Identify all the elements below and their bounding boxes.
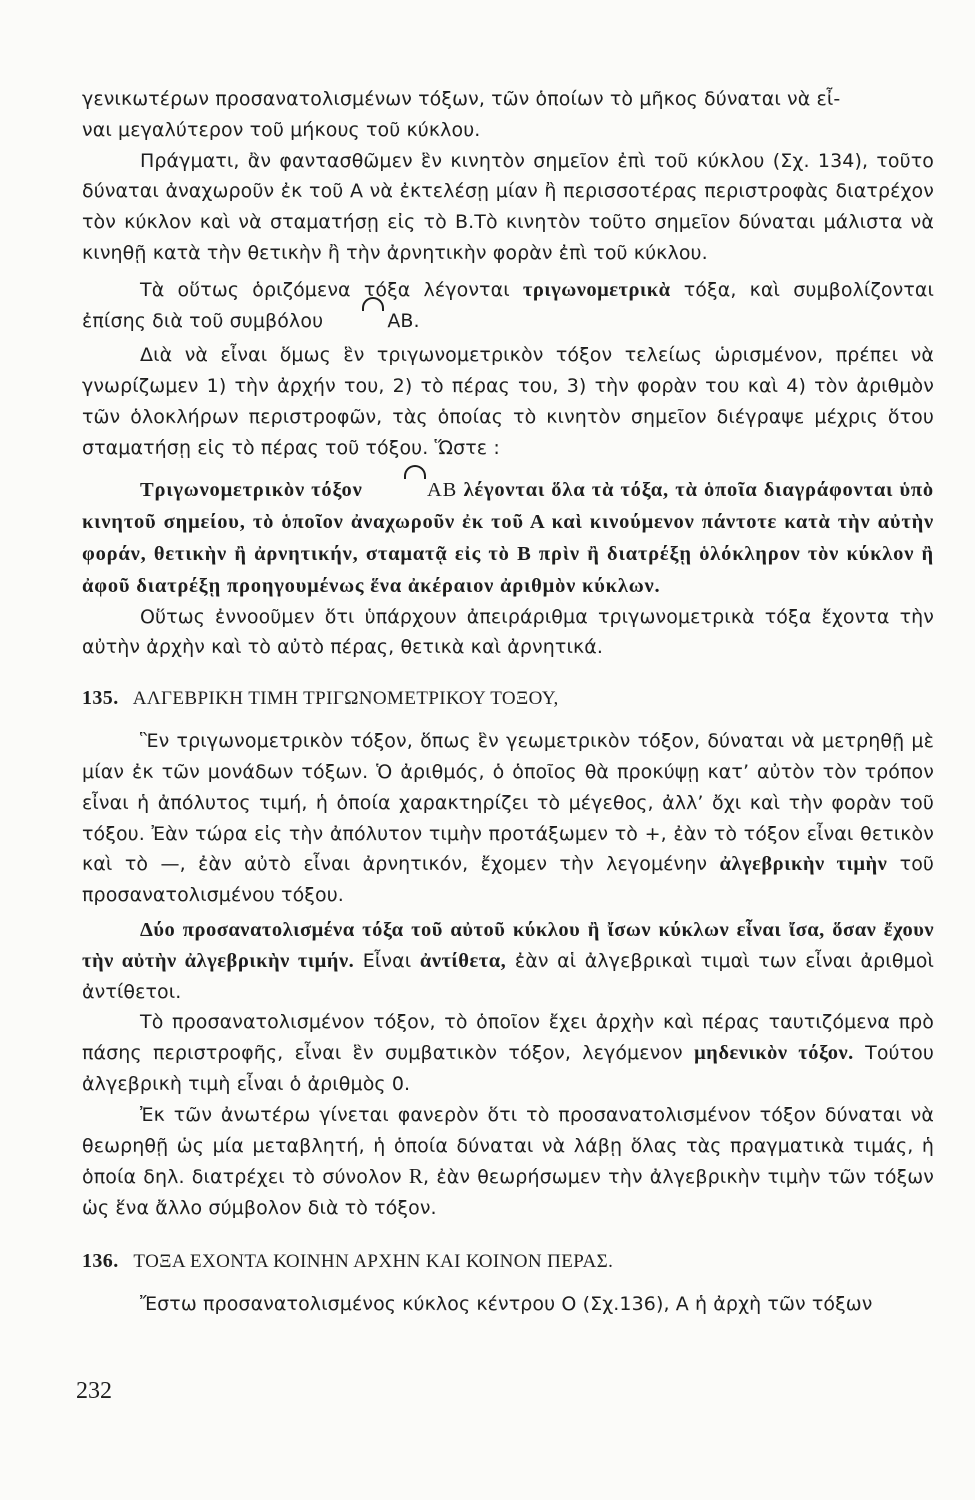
bold-term: μηδενικὸν τόξον. bbox=[694, 1042, 854, 1065]
paragraph: Πράγματι, ἂν φαντασθῶμεν ἓν κινητὸν σημεῖον ἐπὶ τοῦ κύκλου (Σχ. 134), τοῦτο δύναται ἀναχωροῦν ἐκ τοῦ Α νὰ ἐκτελέσῃ μίαν ἢ περισσοτέρας περιστροφὰς διατρέχον τὸν κύκλον καὶ νὰ σταματήσῃ εἰς τὸ Β.Τὸ κινητὸν τοῦτο σημεῖον δύναται μάλιστα νὰ κινηθῇ κατὰ τὴν θετικὴν ἢ τὴν ἀρνητικὴν φορὰν ἐπὶ τοῦ κύκλου. bbox=[82, 149, 934, 264]
section-number: 135. bbox=[82, 687, 119, 710]
definition-paragraph: Τριγωνομετρικὸν τόξον ΑΒ λέγονται ὅλα τὰ τόξα, τὰ ὁποῖα διαγράφονται ὑπὸ κινητοῦ σημείου, τὸ ὁποῖον ἀναχωροῦν ἐκ τοῦ Α καὶ κινούμενον πάντοτε κατὰ τὴν αὐτὴν φοράν, θετικὴν ἢ ἀρνητικήν, σταματᾷ εἰς τὸ Β πρὶν ἢ διατρέξῃ ὁλόκληρον τὸν κύκλον ἢ ἀφοῦ διατρέξῃ προηγουμένως ἕνα ἀκέραιον ἀριθμὸν κύκλων. bbox=[82, 474, 934, 602]
paragraph-equal-arcs: Δύο προσανατολισμένα τόξα τοῦ αὐτοῦ κύκλου ἢ ἴσων κύκλων εἶναι ἴσα, ὅσαν ἔχουν τὴν αὐτὴν ἀλγεβρικὴν τιμήν. Εἶναι ἀντίθετα, ἐὰν αἱ ἀλγεβρικαὶ τιμαὶ των εἶναι ἀριθμοὶ ἀντίθετοι. bbox=[82, 918, 935, 1003]
paragraph: Διὰ νὰ εἶναι ὅμως ἓν τριγωνομετρικὸν τόξον τελείως ὡρισμένον, πρέπει νὰ γνωρίζωμεν 1) τὴν ἀρχήν του, 2) τὸ πέρας του, 3) τὴν φορὰν του καὶ 4) τὸν ἀριθμὸν τῶν ὁλοκλήρων περιστροφῶν, τὰς ὁποίας τὸ κινητὸν σημεῖον διέγραψε μέχρις ὅτου σταματήσῃ εἰς τὸ πέρας τοῦ τόξου. Ὥστε : bbox=[82, 344, 934, 459]
section-title: ΑΛΓΕΒΡΙΚΗ ΤΙΜΗ ΤΡΙΓΩΝΟΜΕΤΡΙΚΟΥ ΤΟΞΟΥ, bbox=[132, 688, 559, 710]
paragraph-algebraic-value: Ἓν τριγωνομετρικὸν τόξον, ὅπως ἓν γεωμετρικὸν τόξον, δύναται νὰ μετρηθῇ μὲ μίαν ἐκ τῶν μονάδων τόξων. Ὁ ἀριθμός, ὁ ὁποῖος θὰ προκύψῃ κατ’ αὐτὸν τὸν τρόπον εἶναι ἡ ἀπόλυτος τιμή, ἡ ὁποία χαρακτηρίζει τὸ μέγεθος, ἀλλ’ ὄχι καὶ τὴν φορὰν τοῦ τόξου. Ἐὰν τώρα εἰς τὴν ἀπόλυτον τιμὴν προτάξωμεν τὸ +, ἐὰν τὸ τόξον εἶναι θετικὸν καὶ τὸ —, ἐὰν αὐτὸ εἶναι ἀρνητικόν, ἔχομεν τὴν λεγομένην ἀλγεβρικὴν τιμὴν τοῦ προσανατολισμένου τόξου. bbox=[82, 730, 935, 907]
text-line: ναι μεγαλύτερον τοῦ μήκους τοῦ κύκλου. bbox=[82, 118, 481, 141]
section-heading-135 bbox=[82, 687, 934, 710]
bold-term: ἀντίθετα, bbox=[419, 949, 507, 972]
bold-term: ἀλγεβρικὴν τιμὴν bbox=[719, 853, 888, 876]
paragraph: Ἔστω προσανατολισμένος κύκλος κέντρου Ο (Σχ.136), Α ἡ ἀρχὴ τῶν τόξων bbox=[140, 1292, 873, 1315]
section-heading-136 bbox=[82, 1250, 934, 1273]
paragraph: Οὕτως ἐννοοῦμεν ὅτι ὑπάρχουν ἀπειράριθμα τριγωνομετρικὰ τόξα ἔχοντα τὴν αὐτὴν ἀρχὴν καὶ τὸ αὐτὸ πέρας, θετικὰ καὶ ἀρνητικά. bbox=[82, 605, 934, 659]
page-number: 232 bbox=[76, 1378, 112, 1404]
bold-term: τριγωνομετρικὰ bbox=[522, 278, 671, 301]
section-title: ΤΟΞΑ ΕΧΟΝΤΑ ΚΟΙΝΗΝ ΑΡΧΗΝ ΚΑΙ ΚΟΙΝΟΝ ΠΕΡΑΣ. bbox=[133, 1250, 614, 1272]
paragraph-variable: Ἐκ τῶν ἀνωτέρω γίνεται φανερὸν ὅτι τὸ προσανατολισμένον τόξον δύναται νὰ θεωρηθῇ ὡς μία μεταβλητή, ἡ ὁποία δύναται νὰ λάβῃ ὅλας τὰς πραγματικὰ τιμάς, ἡ ὁποία δηλ. διατρέχει τὸ σύνολον R, ἐὰν θεωρήσωμεν τὴν ἀλγεβρικὴν τιμὴν τῶν τόξων ὡς ἕνα ἄλλο σύμβολον διὰ τὸ τόξον. bbox=[82, 1103, 934, 1220]
page-body bbox=[82, 84, 934, 1320]
arc-symbol: ΑΒ bbox=[329, 306, 413, 337]
text-line: γενικωτέρων προσανατολισμένων τόξων, τῶν ὁποίων τὸ μῆκος δύναται νὰ εἶ- bbox=[82, 88, 841, 110]
paragraph-zero-arc: Τὸ προσανατολισμένον τόξον, τὸ ὁποῖον ἔχει ἀρχὴν καὶ πέρας ταυτιζόμενα πρὸ πάσης περιστροφῆς, εἶναι ἓν συμβατικὸν τόξον, λεγόμενον μηδενικὸν τόξον. Τούτου ἀλγεβρικὴ τιμὴ εἶναι ὁ ἀριθμὸς 0. bbox=[82, 1011, 934, 1095]
arc-symbol: ΑΒ bbox=[369, 474, 457, 506]
paragraph-trig-arcs: Τὰ οὕτως ὁριζόμενα τόξα λέγονται τριγωνομετρικὰ τόξα, καὶ συμβολίζονται ἐπίσης διὰ τοῦ συμβόλου ΑΒ. bbox=[82, 275, 934, 337]
section-number: 136. bbox=[82, 1249, 119, 1272]
paragraph-continuation bbox=[82, 84, 934, 146]
set-symbol: R bbox=[408, 1164, 424, 1189]
